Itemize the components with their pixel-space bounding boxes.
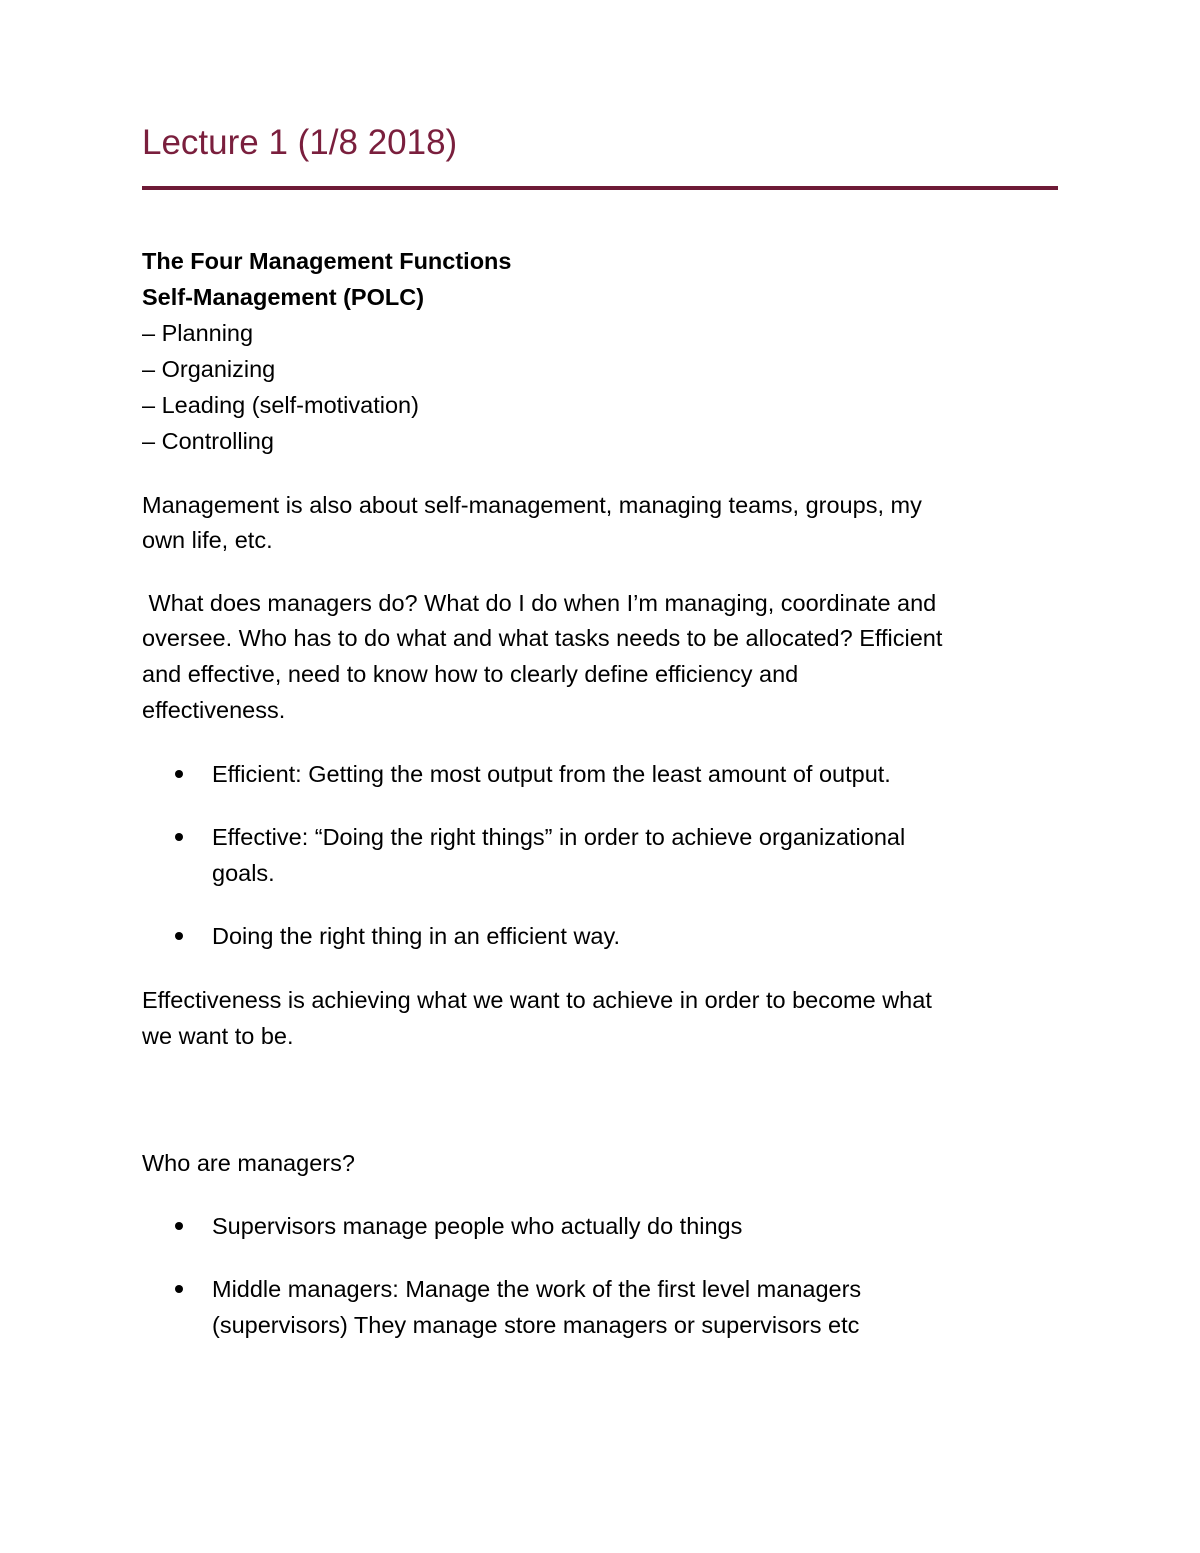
bullet-middle-managers <box>142 1271 1058 1343</box>
paragraph-self-management-line-1: Management is also about self-management, managing teams, groups, my <box>142 492 922 518</box>
bullet-text-line-2: goals. <box>212 860 275 886</box>
bullet-text-line-1: Effective: “Doing the right things” in order to achieve organizational <box>212 824 906 850</box>
title-underline <box>142 186 1058 190</box>
bullet-dot-icon <box>175 833 183 841</box>
bullet-dot-icon <box>175 1222 183 1230</box>
paragraph-managers-do-line-4: effectiveness. <box>142 697 286 723</box>
section-heading: The Four Management Functions <box>142 248 512 274</box>
bullet-text <box>212 1271 861 1343</box>
bullet-text: Doing the right thing in an efficient way. <box>212 923 621 949</box>
paragraph-managers-do-line-1: What does managers do? What do I do when I’m managing, coordinate and <box>142 590 937 616</box>
paragraph-self-management-line-2: own life, etc. <box>142 527 273 553</box>
bullet-text-line-2: (supervisors) They manage store managers or supervisors etc <box>212 1312 860 1338</box>
question-who-are-managers: Who are managers? <box>142 1150 355 1176</box>
paragraph-managers-do-line-3: and effective, need to know how to clearly define efficiency and <box>142 661 799 687</box>
bullet-dot-icon <box>175 770 183 778</box>
bullet-text: Supervisors manage people who actually do things <box>212 1213 743 1239</box>
polc-item-controlling: – Controlling <box>142 428 274 454</box>
subheading-polc: Self-Management (POLC) <box>142 284 425 310</box>
bullet-efficient <box>142 756 1058 792</box>
bullet-right-thing-efficient <box>142 918 1058 954</box>
paragraph-managers-do-line-2: oversee. Who has to do what and what tasks needs to be allocated? Efficient <box>142 625 943 651</box>
bullet-supervisors <box>142 1208 1058 1244</box>
polc-item-organizing: – Organizing <box>142 356 276 382</box>
paragraph-effectiveness-line-1: Effectiveness is achieving what we want to achieve in order to become what <box>142 987 932 1013</box>
bullet-text <box>212 819 905 891</box>
bullet-effective <box>142 819 1058 891</box>
bullet-text: Efficient: Getting the most output from the least amount of output. <box>212 761 891 787</box>
bullet-text-line-1: Middle managers: Manage the work of the first level managers <box>212 1276 862 1302</box>
polc-item-planning: – Planning <box>142 320 254 346</box>
bullet-dot-icon <box>175 1285 183 1293</box>
paragraph-effectiveness-line-2: we want to be. <box>142 1023 294 1049</box>
polc-item-leading: – Leading (self-motivation) <box>142 392 419 418</box>
bullet-dot-icon <box>175 932 183 940</box>
page-title: Lecture 1 (1/8 2018) <box>142 123 458 162</box>
